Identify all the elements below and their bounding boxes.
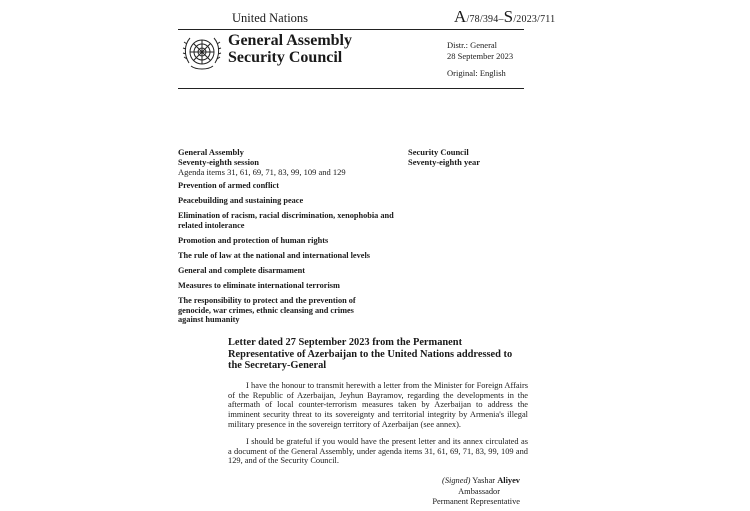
title-general-assembly: General Assembly xyxy=(228,32,352,49)
agenda-item: The rule of law at the national and international levels xyxy=(178,251,370,260)
signer-first-name: Yashar xyxy=(472,476,496,485)
distribution-block xyxy=(447,40,513,61)
agenda-item: Measures to eliminate international terrorism xyxy=(178,281,340,290)
symbol-a: A xyxy=(454,7,467,26)
signature-line xyxy=(380,476,520,487)
symbol-s: S xyxy=(503,7,514,26)
letter-title: Letter dated 27 September 2023 from the Permanent Representative of Azerbaijan to the United Nations addressed to the Secretary-General xyxy=(228,337,513,372)
agenda-item: Elimination of racism, racial discrimination, xenophobia and related intolerance xyxy=(178,211,394,230)
date: 28 September 2023 xyxy=(447,50,514,61)
organization-name: United Nations xyxy=(232,11,309,25)
agenda-item: The responsibility to protect and the prevention of genocide, war crimes, ethnic cleansing and crimes against humanity xyxy=(178,296,356,325)
title-security-council: Security Council xyxy=(228,49,343,66)
symbol-a-rest: /78/394– xyxy=(466,14,504,25)
signer-title-2: Permanent Representative xyxy=(432,497,520,506)
distribution: Distr.: General xyxy=(447,40,498,50)
security-council-block xyxy=(408,148,528,168)
agenda-item: Peacebuilding and sustaining peace xyxy=(178,196,304,205)
signed-label: (Signed) xyxy=(442,476,471,485)
body-title xyxy=(228,32,352,66)
signature-block xyxy=(380,476,520,508)
signer-last-name: Aliyev xyxy=(497,476,520,485)
general-assembly-block xyxy=(178,148,398,177)
sc-heading: Security Council xyxy=(408,147,469,157)
letter-paragraph-2 xyxy=(228,437,528,466)
ga-agenda: Agenda items 31, 61, 69, 71, 83, 99, 109 and 129 xyxy=(178,166,346,177)
agenda-item: General and complete disarmament xyxy=(178,266,305,275)
letter-paragraph-1 xyxy=(228,381,528,430)
symbol-s-rest: /2023/711 xyxy=(513,14,556,25)
un-emblem-icon xyxy=(181,33,223,75)
header-rule-bottom xyxy=(178,88,524,89)
ga-heading: General Assembly xyxy=(178,147,244,157)
paragraph-1-text: I have the honour to transmit herewith a letter from the Minister for Foreign Affairs of the Republic of Azerbaijan, Jeyhun Bayramov, regarding the developments in the aftermath of local counter-terrorism measures taken by Azerbaijan to address the imminent security threat to its sovereignty and territorial integrity by Armenia's illegal military presence in the sovereign territory of Azerbaijan (see annex). xyxy=(228,381,528,429)
agenda-item: Prevention of armed conflict xyxy=(178,181,279,190)
agenda-item: Promotion and protection of human rights xyxy=(178,236,329,245)
ga-session: Seventy-eighth session xyxy=(178,156,259,167)
signer-title-1: Ambassador xyxy=(458,486,500,496)
document-symbol xyxy=(454,7,555,27)
sc-year: Seventy-eighth year xyxy=(408,156,481,167)
header-rule-top xyxy=(178,29,524,30)
paragraph-2-text: I should be grateful if you would have the present letter and its annex circulated as a document of the General Assembly, under agenda items 31, 61, 69, 71, 83, 99, 109 and 129, and of the Security Council. xyxy=(228,437,528,466)
original-language: Original: English xyxy=(447,68,506,78)
